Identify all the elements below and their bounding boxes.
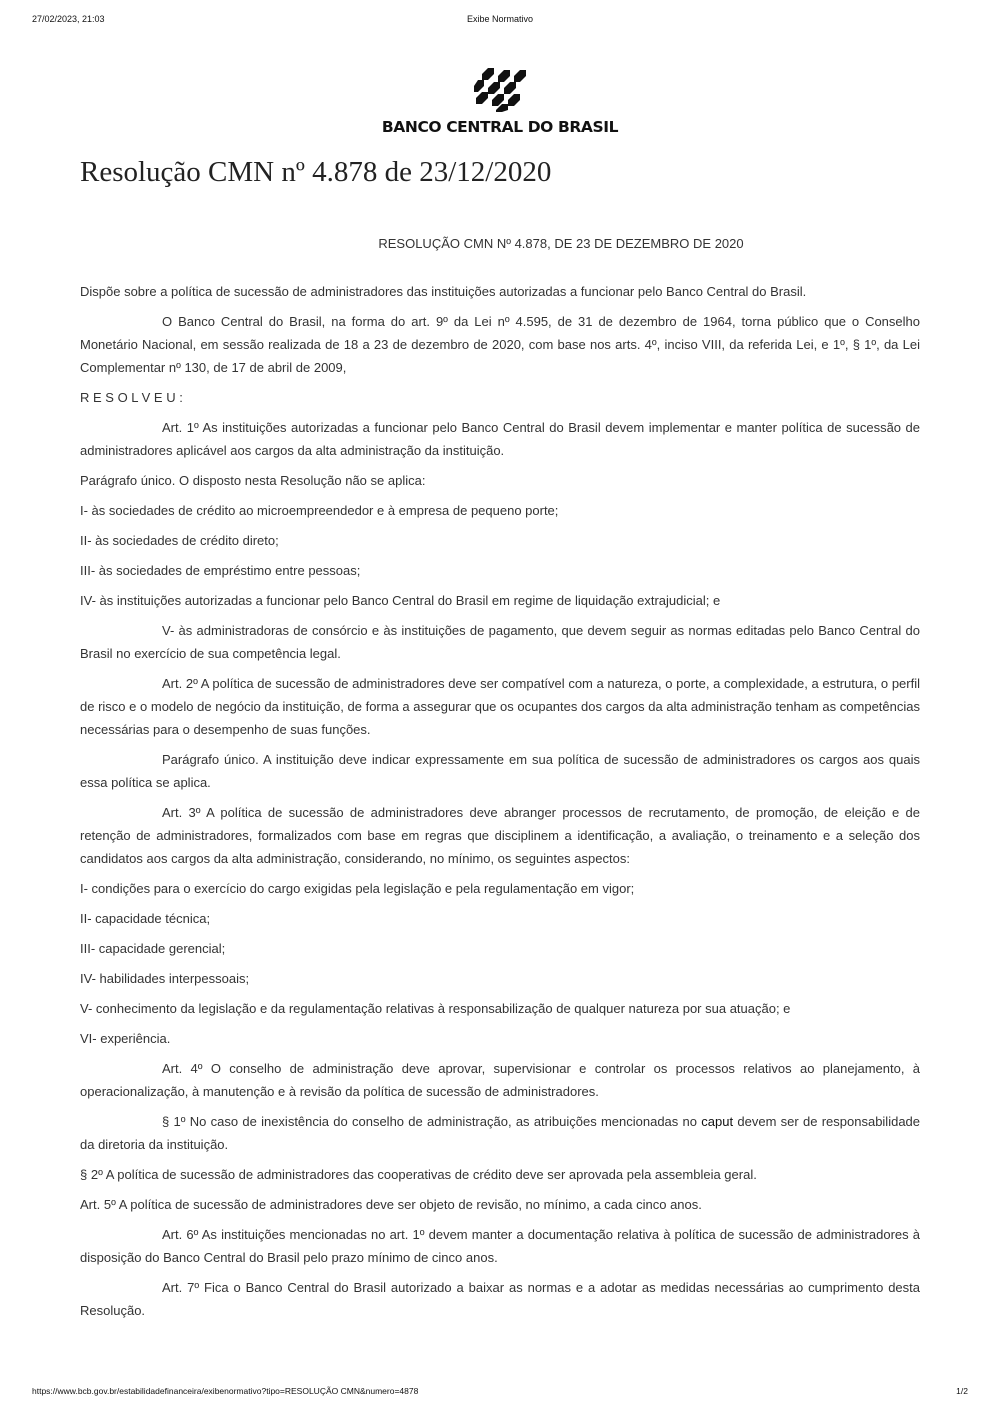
print-datetime: 27/02/2023, 21:03 <box>32 14 105 24</box>
article-1-inciso: IV- às instituições autorizadas a funcionar pelo Banco Central do Brasil em regime de liquidação extrajudicial; e <box>80 593 721 608</box>
article-3-inciso: II- capacidade técnica; <box>80 911 211 926</box>
caput-term: caput <box>701 1114 734 1129</box>
article-4-paragraph-1-text-end: devem ser de responsabilidade da diretoria da instituição. <box>80 1114 921 1152</box>
article-3-inciso: I- condições para o exercício do cargo exigidas pela legislação e pela regulamentação em vigor; <box>80 881 635 896</box>
resolution-heading: RESOLUÇÃO CMN Nº 4.878, DE 23 DE DEZEMBRO DE 2020 <box>378 236 744 251</box>
article-3-inciso: V- conhecimento da legislação e da regulamentação relativas à responsabilização de qualquer natureza por sua atuação; e <box>80 1001 791 1016</box>
bcb-logo-icon <box>474 66 526 112</box>
article-2-paragraph: Parágrafo único. A instituição deve indicar expressamente em sua política de sucessão de administradores os cargos aos quais essa política se aplica. <box>80 752 920 790</box>
print-header <box>32 14 968 28</box>
article-3: Art. 3º A política de sucessão de administradores deve abranger processos de recrutamento, de promoção, de eleição e de retenção de administradores, formalizados com base em regras que disciplinem a identificação, a avaliação, o treinamento e a seleção dos candidatos aos cargos da alta administração, considerando, no mínimo, os seguintes aspectos: <box>80 805 920 866</box>
resolve-heading: R E S O L V E U : <box>80 390 183 405</box>
preamble: O Banco Central do Brasil, na forma do art. 9º da Lei nº 4.595, de 31 de dezembro de 1964, torna público que o Conselho Monetário Nacional, em sessão realizada de 18 a 23 de dezembro de 2020, com base nos arts. 4º, inciso VIII, da referida Lei, e 1º, § 1º, da Lei Complementar nº 130, de 17 de abril de 2009, <box>80 314 920 375</box>
article-1-inciso: III- às sociedades de empréstimo entre pessoas; <box>80 563 361 578</box>
article-3-inciso: VI- experiência. <box>80 1031 171 1046</box>
ementa: Dispõe sobre a política de sucessão de administradores das instituições autorizadas a funcionar pelo Banco Central do Brasil. <box>80 284 807 299</box>
article-1-inciso: II- às sociedades de crédito direto; <box>80 533 279 548</box>
document-title: Resolução CMN nº 4.878 de 23/12/2020 <box>80 156 552 188</box>
article-4-paragraph-1 <box>80 1110 920 1156</box>
article-1: Art. 1º As instituições autorizadas a funcionar pelo Banco Central do Brasil devem implementar e manter política de sucessão de administradores aplicável aos cargos da alta administração da instituição. <box>80 420 920 458</box>
bcb-logo <box>366 66 634 138</box>
article-4: Art. 4º O conselho de administração deve aprovar, supervisionar e controlar os processos relativos ao planejamento, à operacionalização, à manutenção e à revisão da política de sucessão de administradores. <box>80 1061 920 1099</box>
print-page-title: Exibe Normativo <box>466 14 534 24</box>
article-3-inciso: IV- habilidades interpessoais; <box>80 971 250 986</box>
page-url: https://www.bcb.gov.br/estabilidadefinanceira/exibenormativo?tipo=RESOLUÇÃO CMN&numero=4878 <box>32 1386 419 1396</box>
page-number: 1/2 <box>956 1386 968 1396</box>
article-5: Art. 5º A política de sucessão de administradores deve ser objeto de revisão, no mínimo, a cada cinco anos. <box>80 1197 702 1212</box>
article-6: Art. 6º As instituições mencionadas no art. 1º devem manter a documentação relativa à política de sucessão de administradores à disposição do Banco Central do Brasil pelo prazo mínimo de cinco anos. <box>80 1227 920 1265</box>
article-7: Art. 7º Fica o Banco Central do Brasil autorizado a baixar as normas e a adotar as medidas necessárias ao cumprimento desta Resolução. <box>80 1280 920 1318</box>
article-1-inciso: V- às administradoras de consórcio e às instituições de pagamento, que devem seguir as normas editadas pelo Banco Central do Brasil no exercício de sua competência legal. <box>80 623 920 661</box>
article-4-paragraph-2: § 2º A política de sucessão de administradores das cooperativas de crédito deve ser aprovada pela assembleia geral. <box>80 1167 757 1182</box>
bcb-logo-text: BANCO CENTRAL DO BRASIL <box>381 118 619 136</box>
article-1-paragraph: Parágrafo único. O disposto nesta Resolução não se aplica: <box>80 473 426 488</box>
article-1-inciso: I- às sociedades de crédito ao microempreendedor e à empresa de pequeno porte; <box>80 503 559 518</box>
article-4-paragraph-1-text: § 1º No caso de inexistência do conselho de administração, as atribuições mencionadas no <box>162 1114 702 1129</box>
document-body <box>80 232 920 1329</box>
print-footer <box>32 1386 968 1398</box>
article-2: Art. 2º A política de sucessão de administradores deve ser compatível com a natureza, o porte, a complexidade, a estrutura, o perfil de risco e o modelo de negócio da instituição, de forma a assegurar que os ocupantes dos cargos da alta administração tenham as competências necessárias para o desempenho de suas funções. <box>80 676 920 737</box>
article-3-inciso: III- capacidade gerencial; <box>80 941 226 956</box>
